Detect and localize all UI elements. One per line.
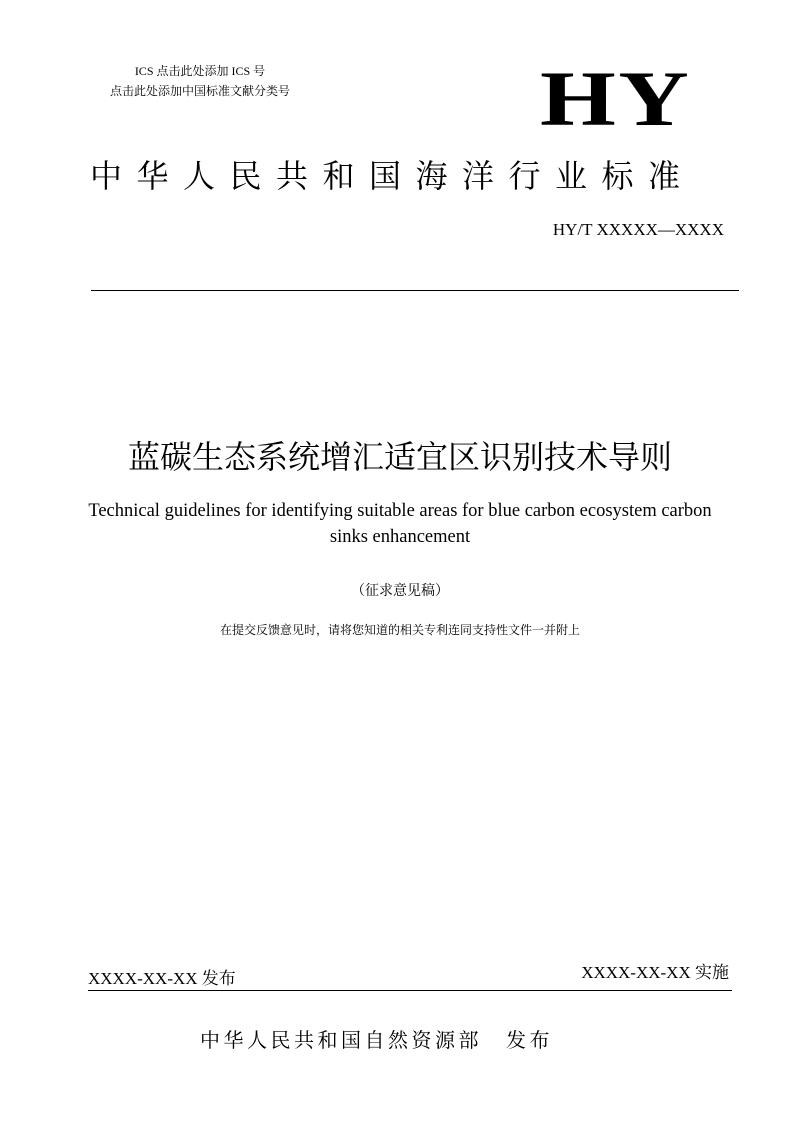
standard-number: HY/T XXXXX—XXXX (552, 220, 724, 239)
draft-status: （征求意见稿） (351, 583, 449, 599)
standard-type-heading: 中华人民共和国海洋行业标准 (90, 157, 695, 195)
issuer-action: 发布 (506, 1028, 553, 1052)
implementation-date: XXXX-XX-XX 实施 (581, 963, 729, 982)
hy-logo: HY (540, 55, 692, 142)
issue-date: XXXX-XX-XX 发布 (88, 969, 236, 988)
ics-code: ICS 点击此处添加 ICS 号 (134, 64, 266, 78)
header-divider (91, 290, 739, 291)
footer-divider (88, 990, 732, 991)
patent-request-note: 在提交反馈意见时，请将您知道的相关专利连同支持性文件一并附上 (219, 623, 580, 637)
ccs-classification-code: 点击此处添加中国标准文献分类号 (109, 84, 290, 98)
issuer-name: 中华人民共和国自然资源部 (200, 1028, 482, 1052)
issuer-line (200, 1026, 553, 1054)
document-title-english: Technical guidelines for identifying suitable areas for blue carbon ecosystem carbon sinks enhancement (88, 501, 712, 547)
document-title-chinese: 蓝碳生态系统增汇适宜区识别技术导则 (127, 438, 672, 476)
